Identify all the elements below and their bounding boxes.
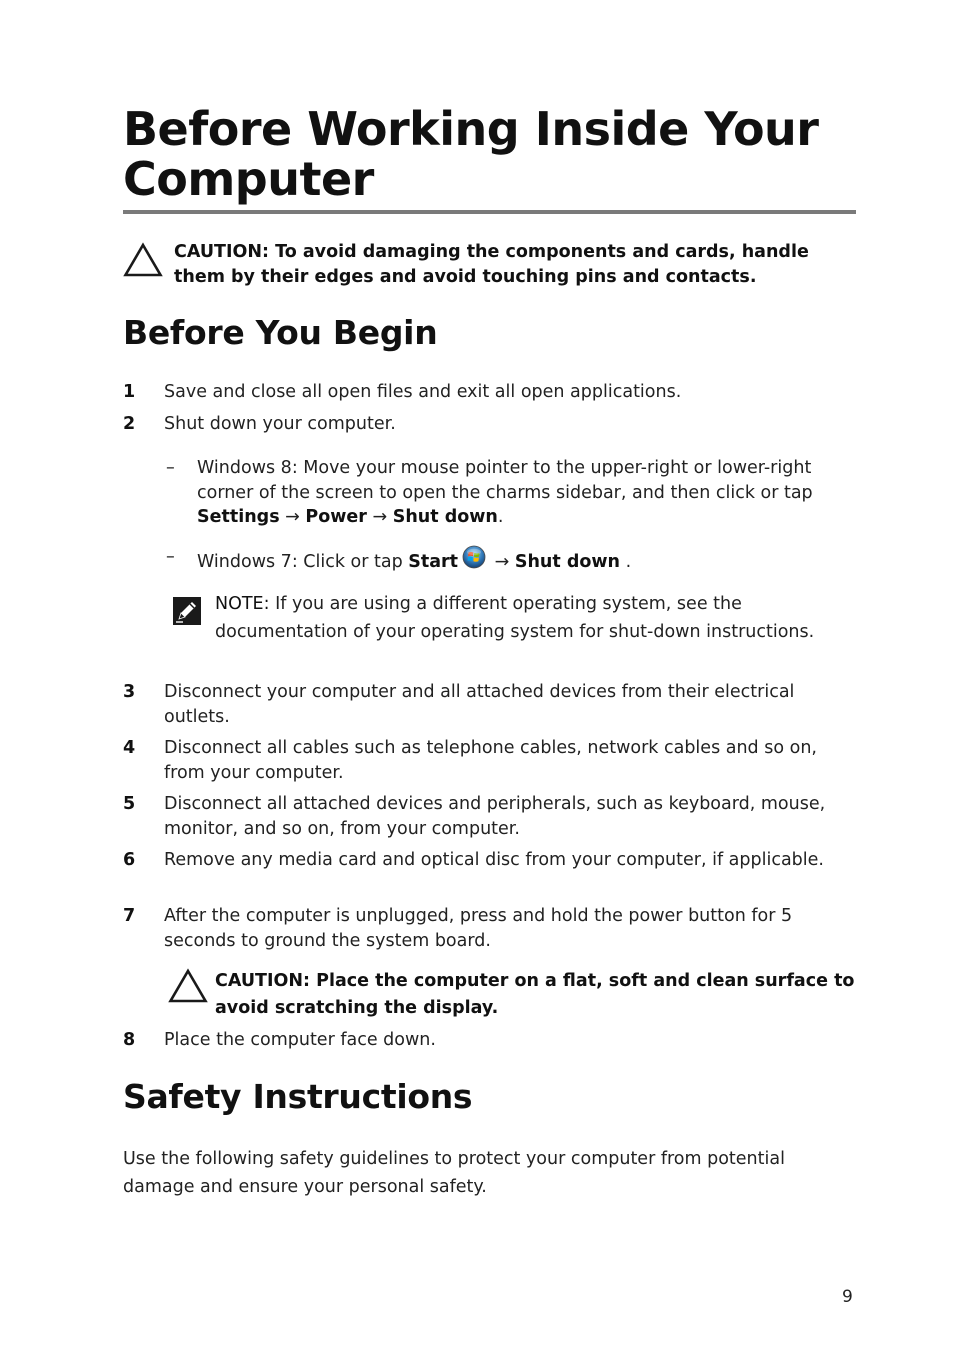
caution-inline-text: CAUTION: Place the computer on a flat, soft and clean surface to avoid scratching the display. (215, 971, 855, 1018)
arrow: → (279, 507, 306, 527)
note-body: If you are using a different operating system, see the documentation of your operating system for shut-down instructions. (215, 594, 815, 642)
windows-7-text: Windows 7: Click or tap (197, 552, 409, 572)
step-number: 7 (123, 906, 136, 926)
warning-triangle-icon (123, 242, 163, 278)
step-text: Disconnect all attached devices and peripherals, such as keyboard, mouse, monitor, and so on, from your computer. (164, 794, 826, 839)
shut-down-label: Shut down (392, 507, 498, 527)
arrow: → (489, 552, 515, 572)
note-label: NOTE: (215, 594, 270, 614)
step-text: Disconnect your computer and all attached devices from their electrical outlets. (164, 682, 795, 727)
period: . (620, 552, 632, 572)
step-text: After the computer is unplugged, press and hold the power button for 5 seconds to ground the system board. (164, 906, 793, 951)
step-text: Shut down your computer. (164, 414, 396, 434)
step-text: Disconnect all cables such as telephone cables, network cables and so on, from your computer. (164, 738, 817, 783)
windows-start-icon (462, 545, 486, 569)
step-number: 6 (123, 850, 136, 870)
step-number: 2 (123, 414, 136, 434)
note-text (215, 591, 815, 646)
windows-7-instructions (197, 545, 852, 575)
shut-down-label: Shut down (514, 552, 620, 572)
step-number: 3 (123, 682, 136, 702)
step-number: 4 (123, 738, 136, 758)
warning-triangle-icon (168, 968, 208, 1004)
page-title: Before Working Inside Your Computer (123, 102, 819, 206)
section-heading-before-you-begin: Before You Begin (123, 313, 438, 352)
windows-8-instructions (197, 456, 852, 530)
step-number: 5 (123, 794, 136, 814)
settings-label: Settings (197, 507, 280, 527)
note-pencil-icon (172, 596, 202, 626)
step-number: 8 (123, 1030, 136, 1050)
step-text: Remove any media card and optical disc from your computer, if applicable. (164, 850, 824, 870)
safety-intro-text: Use the following safety guidelines to protect your computer from potential damage and ensure your personal safety. (123, 1149, 785, 1197)
step-number: 1 (123, 382, 136, 402)
page-number: 9 (842, 1287, 853, 1307)
dash-bullet: – (166, 458, 175, 478)
dash-bullet: – (166, 547, 175, 567)
windows-8-text: Windows 8: Move your mouse pointer to the upper-right or lower-right corner of the screen to open the charms sidebar, and then click or tap (197, 458, 813, 503)
section-heading-safety-instructions: Safety Instructions (123, 1077, 473, 1116)
power-label: Power (305, 507, 367, 527)
arrow: → (366, 507, 393, 527)
start-label: Start (408, 552, 459, 572)
period: . (497, 507, 504, 527)
title-divider (123, 210, 856, 214)
step-text: Place the computer face down. (164, 1030, 436, 1050)
step-text: Save and close all open files and exit all open applications. (164, 382, 682, 402)
caution-top-text: CAUTION: To avoid damaging the components and cards, handle them by their edges and avoid touching pins and contacts. (174, 242, 809, 287)
